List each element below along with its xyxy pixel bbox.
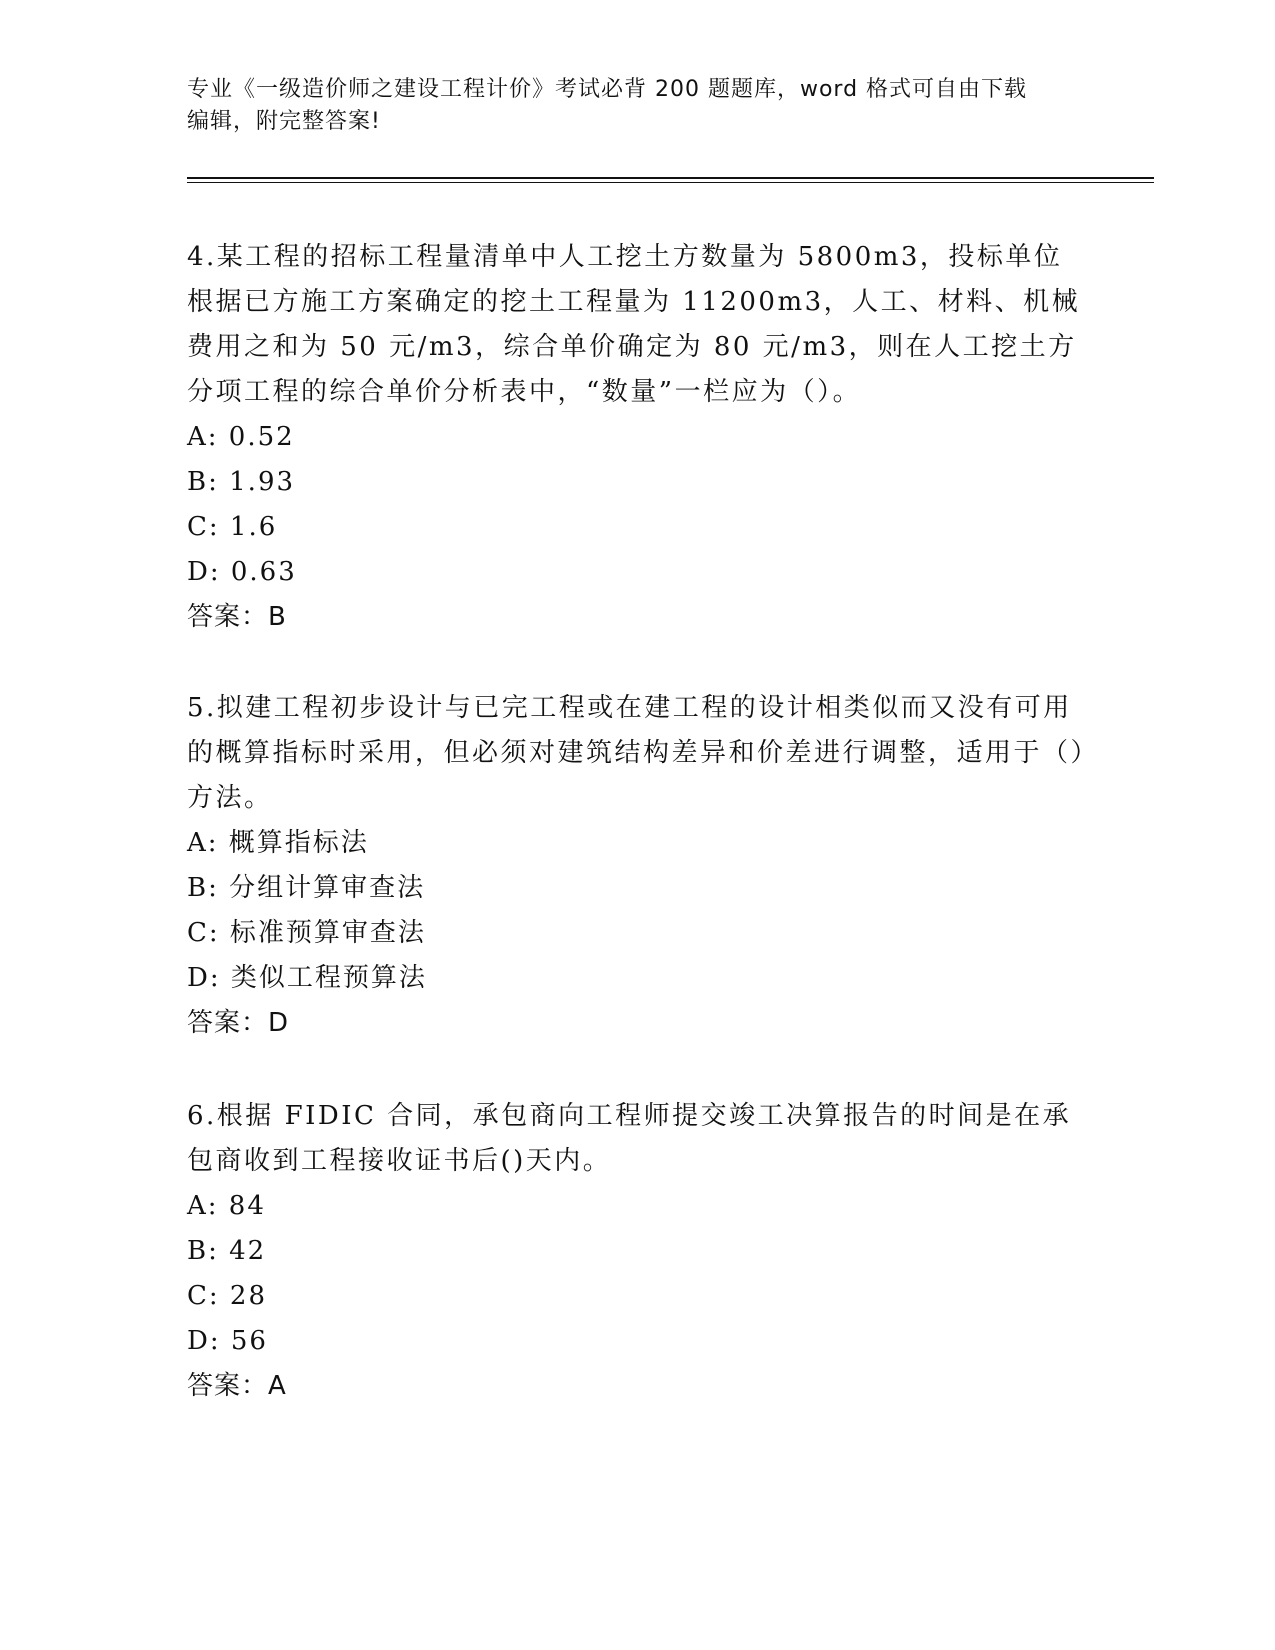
document-header bbox=[187, 74, 1087, 138]
header-divider-thick bbox=[187, 177, 1154, 179]
question-6 bbox=[187, 1094, 1087, 1409]
option-a: A: 84 bbox=[187, 1191, 266, 1221]
option-d: D: 56 bbox=[187, 1326, 268, 1356]
answer-label: 答案：D bbox=[187, 1008, 290, 1038]
option-d: D: 0.63 bbox=[187, 557, 297, 587]
option-b: B: 42 bbox=[187, 1236, 267, 1266]
answer-label: 答案：B bbox=[187, 602, 287, 632]
option-c: C: 1.6 bbox=[187, 512, 278, 542]
option-d: D: 类似工程预算法 bbox=[187, 963, 427, 993]
answer-label: 答案：A bbox=[187, 1371, 287, 1401]
question-stem: 6.根据 FIDIC 合同，承包商向工程师提交竣工决算报告的时间是在承包商收到工程接收证书后()天内。 bbox=[187, 1101, 1072, 1176]
option-c: C: 标准预算审查法 bbox=[187, 918, 426, 948]
header-divider-thin bbox=[187, 182, 1154, 183]
option-b: B: 分组计算审查法 bbox=[187, 873, 426, 903]
header-line-2: 编辑，附完整答案! bbox=[187, 109, 381, 134]
question-stem: 4.某工程的招标工程量清单中人工挖土方数量为 5800m3，投标单位根据已方施工方案确定的挖土工程量为 11200m3，人工、材料、机械费用之和为 50 元/m3，综合单价确定为 80 元/m3，则在人工挖土方分项工程的综合单价分析表中，“数量”一栏应为（）。 bbox=[187, 242, 1081, 407]
question-5 bbox=[187, 686, 1087, 1046]
option-a: A: 概算指标法 bbox=[187, 828, 369, 858]
question-stem: 5.拟建工程初步设计与已完工程或在建工程的设计相类似而又没有可用的概算指标时采用，但必须对建筑结构差异和价差进行调整，适用于（）方法。 bbox=[187, 693, 1087, 813]
option-c: C: 28 bbox=[187, 1281, 268, 1311]
option-a: A: 0.52 bbox=[187, 422, 295, 452]
header-line-1: 专业《一级造价师之建设工程计价》考试必背 200 题题库，word 格式可自由下载 bbox=[187, 77, 1028, 102]
question-4 bbox=[187, 235, 1087, 640]
option-b: B: 1.93 bbox=[187, 467, 296, 497]
